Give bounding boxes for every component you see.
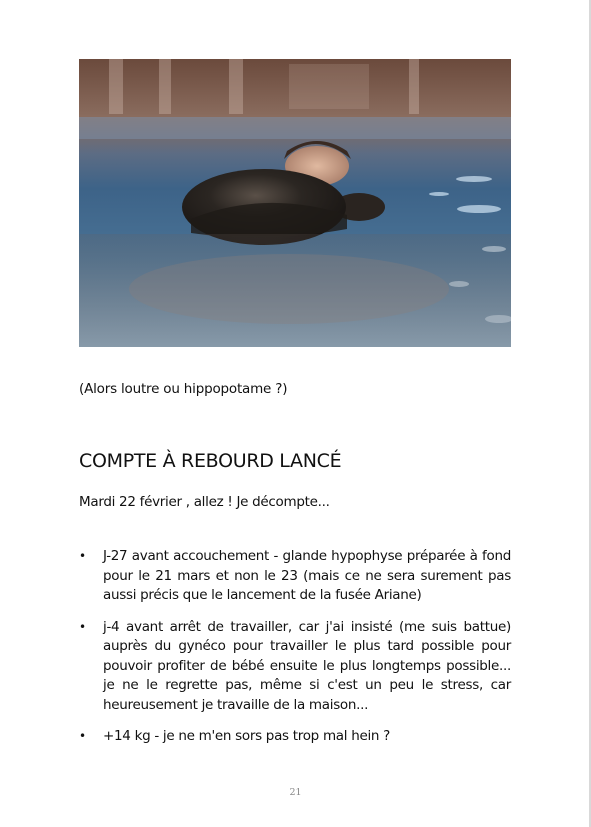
photo-caption: (Alors loutre ou hippopotame ?) — [79, 381, 288, 397]
list-item — [79, 547, 511, 606]
list-item — [79, 618, 511, 716]
bullet-icon: • — [79, 729, 86, 743]
swimming-pool-photo — [79, 59, 511, 347]
bullet-list — [79, 547, 511, 759]
list-item-text: J-27 avant accouchement - glande hypophyse préparée à fond pour le 21 mars et non le 23 (mais ce ne sera surement pas aussi précis que le lancement de la fusée Ariane) — [103, 548, 511, 603]
list-item — [79, 727, 511, 747]
list-item-text: j-4 avant arrêt de travailler, car j'ai insisté (me suis battue) auprès du gynéco pour travailler le plus tard possible pour pouvoir profiter de bébé ensuite le plus longtemps possible... je ne le regrette pas, même si c'est un peu le stress, car heureusement je travaille de la maison... — [103, 618, 511, 713]
bullet-icon: • — [79, 619, 86, 634]
bullet-icon: • — [79, 549, 86, 563]
page-number: 21 — [289, 787, 302, 798]
section-title: COMPTE À REBOURD LANCÉ — [79, 450, 342, 472]
intro-paragraph: Mardi 22 février , allez ! Je décompte... — [79, 494, 330, 510]
list-item-text: +14 kg - je ne m'en sors pas trop mal hein ? — [103, 728, 391, 744]
